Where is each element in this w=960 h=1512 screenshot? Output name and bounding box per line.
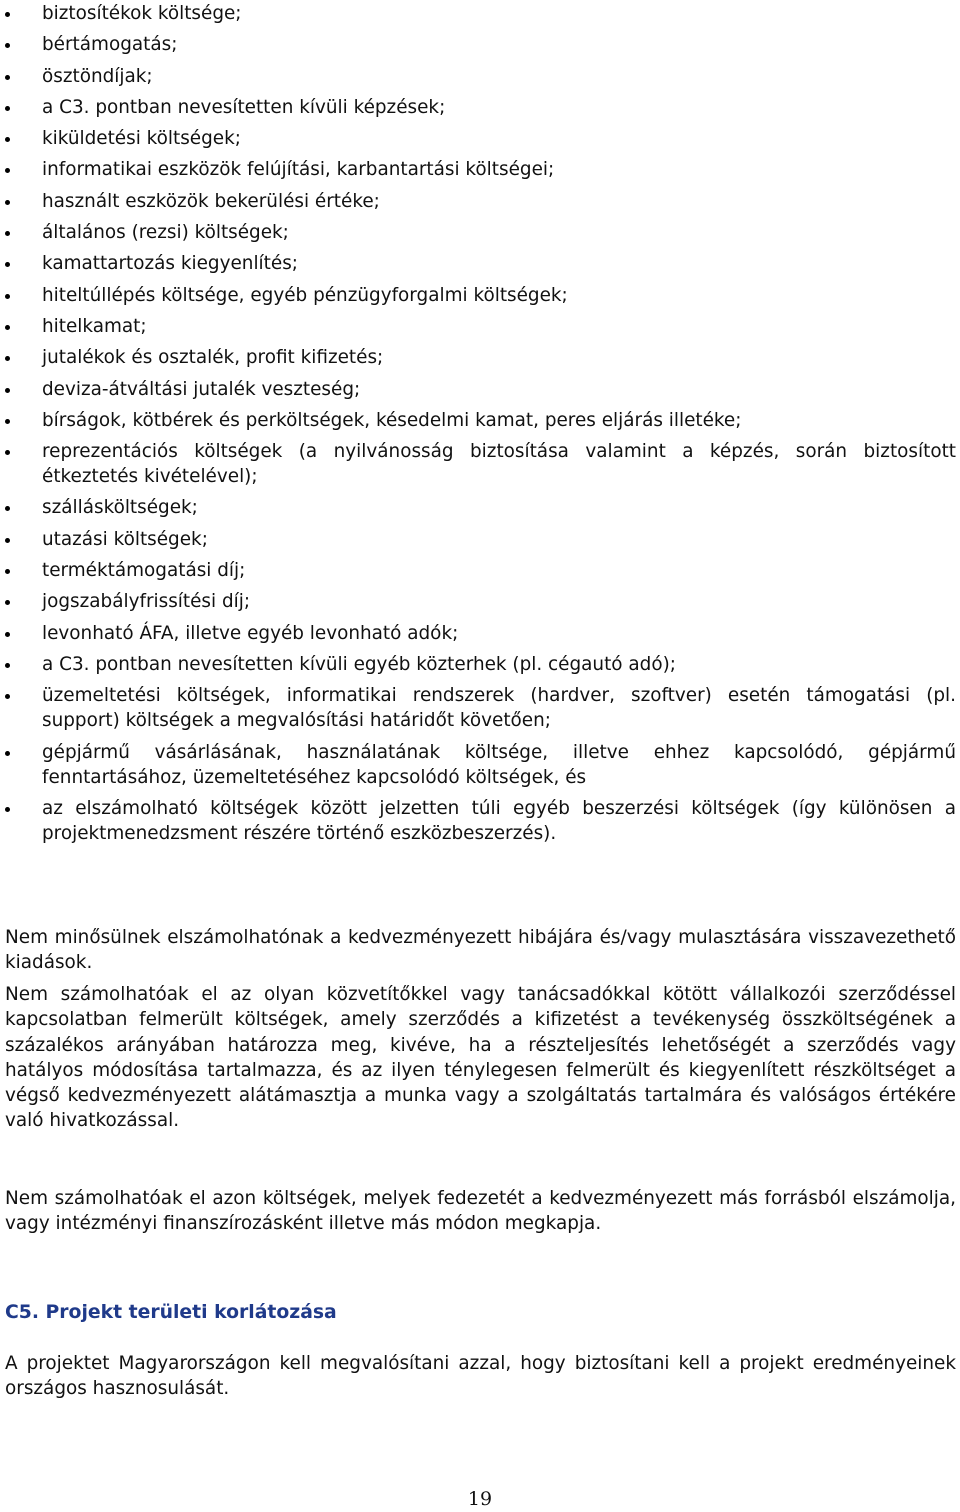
list-item: terméktámogatási díj; — [5, 558, 956, 583]
list-item: levonható ÁFA, illetve egyéb levonható adók; — [5, 621, 956, 646]
list-item: hitelkamat; — [5, 314, 956, 339]
page-number: 19 — [467, 1488, 493, 1510]
list-item: üzemeltetési költségek, informatikai rendszerek (hardver, szoftver) esetén támogatási (pl. support) költségek a megvalósítási határidőt követően; — [5, 683, 956, 733]
list-item: használt eszközök bekerülési értéke; — [5, 189, 956, 214]
paragraph-other-sources: Nem számolhatóak el azon költségek, melyek fedezetét a kedvezményezett más forrásból elszámolja, vagy intézményi finanszírozásként illetve más módon megkapja. — [5, 1188, 956, 1235]
list-item: az elszámolható költségek között jelzetten túli egyéb beszerzési költségek (így különösen a projektmenedzsment részére történő eszközbeszerzés). — [5, 796, 956, 846]
list-item: bírságok, kötbérek és perköltségek, késedelmi kamat, peres eljárás illetéke; — [5, 408, 956, 433]
paragraph-not-eligible-fault: Nem minősülnek elszámolhatónak a kedvezményezett hibájára és/vagy mulasztására visszavezethető kiadások. — [5, 927, 956, 974]
list-item: kamattartozás kiegyenlítés; — [5, 251, 956, 276]
list-item: kiküldetési költségek; — [5, 126, 956, 151]
list-item: gépjármű vásárlásának, használatának költsége, illetve ehhez kapcsolódó, gépjármű fenntartásához, üzemeltetéséhez kapcsolódó költségek, és — [5, 740, 956, 790]
list-item: jogszabályfrissítési díj; — [5, 589, 956, 614]
list-item: bértámogatás; — [5, 32, 956, 57]
paragraph-territorial: A projektet Magyarországon kell megvalósítani azzal, hogy biztosítani kell a projekt eredményeinek országos hasznosulását. — [5, 1353, 956, 1400]
list-item: utazási költségek; — [5, 527, 956, 552]
list-item: deviza-átváltási jutalék veszteség; — [5, 377, 956, 402]
list-item: hiteltúllépés költsége, egyéb pénzügyforgalmi költségek; — [5, 283, 956, 308]
list-item: szállásköltségek; — [5, 495, 956, 520]
section-heading: C5. Projekt területi korlátozása — [5, 1302, 337, 1323]
list-item: biztosítékok költsége; — [5, 1, 956, 26]
list-item: általános (rezsi) költségek; — [5, 220, 956, 245]
list-item: ösztöndíjak; — [5, 64, 956, 89]
list-item: a C3. pontban nevesítetten kívüli képzések; — [5, 95, 956, 120]
list-item: informatikai eszközök felújítási, karbantartási költségei; — [5, 157, 956, 182]
bullet-list — [5, 1, 956, 852]
list-item: reprezentációs költségek (a nyilvánosság biztosítása valamint a képzés, során biztosított étkeztetés kivételével); — [5, 439, 956, 489]
list-item: a C3. pontban nevesítetten kívüli egyéb közterhek (pl. cégautó adó); — [5, 652, 956, 677]
list-item: jutalékok és osztalék, profit kifizetés; — [5, 345, 956, 370]
paragraph-intermediaries: Nem számolhatóak el az olyan közvetítőkkel vagy tanácsadókkal kötött vállalkozói szerződéssel kapcsolatban felmerült költségek, amely szerződés a kifizetést a tevékenység összköltségének a százalékos arányában határozza meg, kivéve, ha a részteljesítés lehetőségét a szerződés vagy hatályos módosítása tartalmazza, és az ilyen ténylegesen felmerült és kiegyenlített részköltséget a végső kedvezményezett alátámasztja a munka vagy a szolgáltatás tartalmára és valóságos értékére való hivatkozással. — [5, 984, 956, 1132]
